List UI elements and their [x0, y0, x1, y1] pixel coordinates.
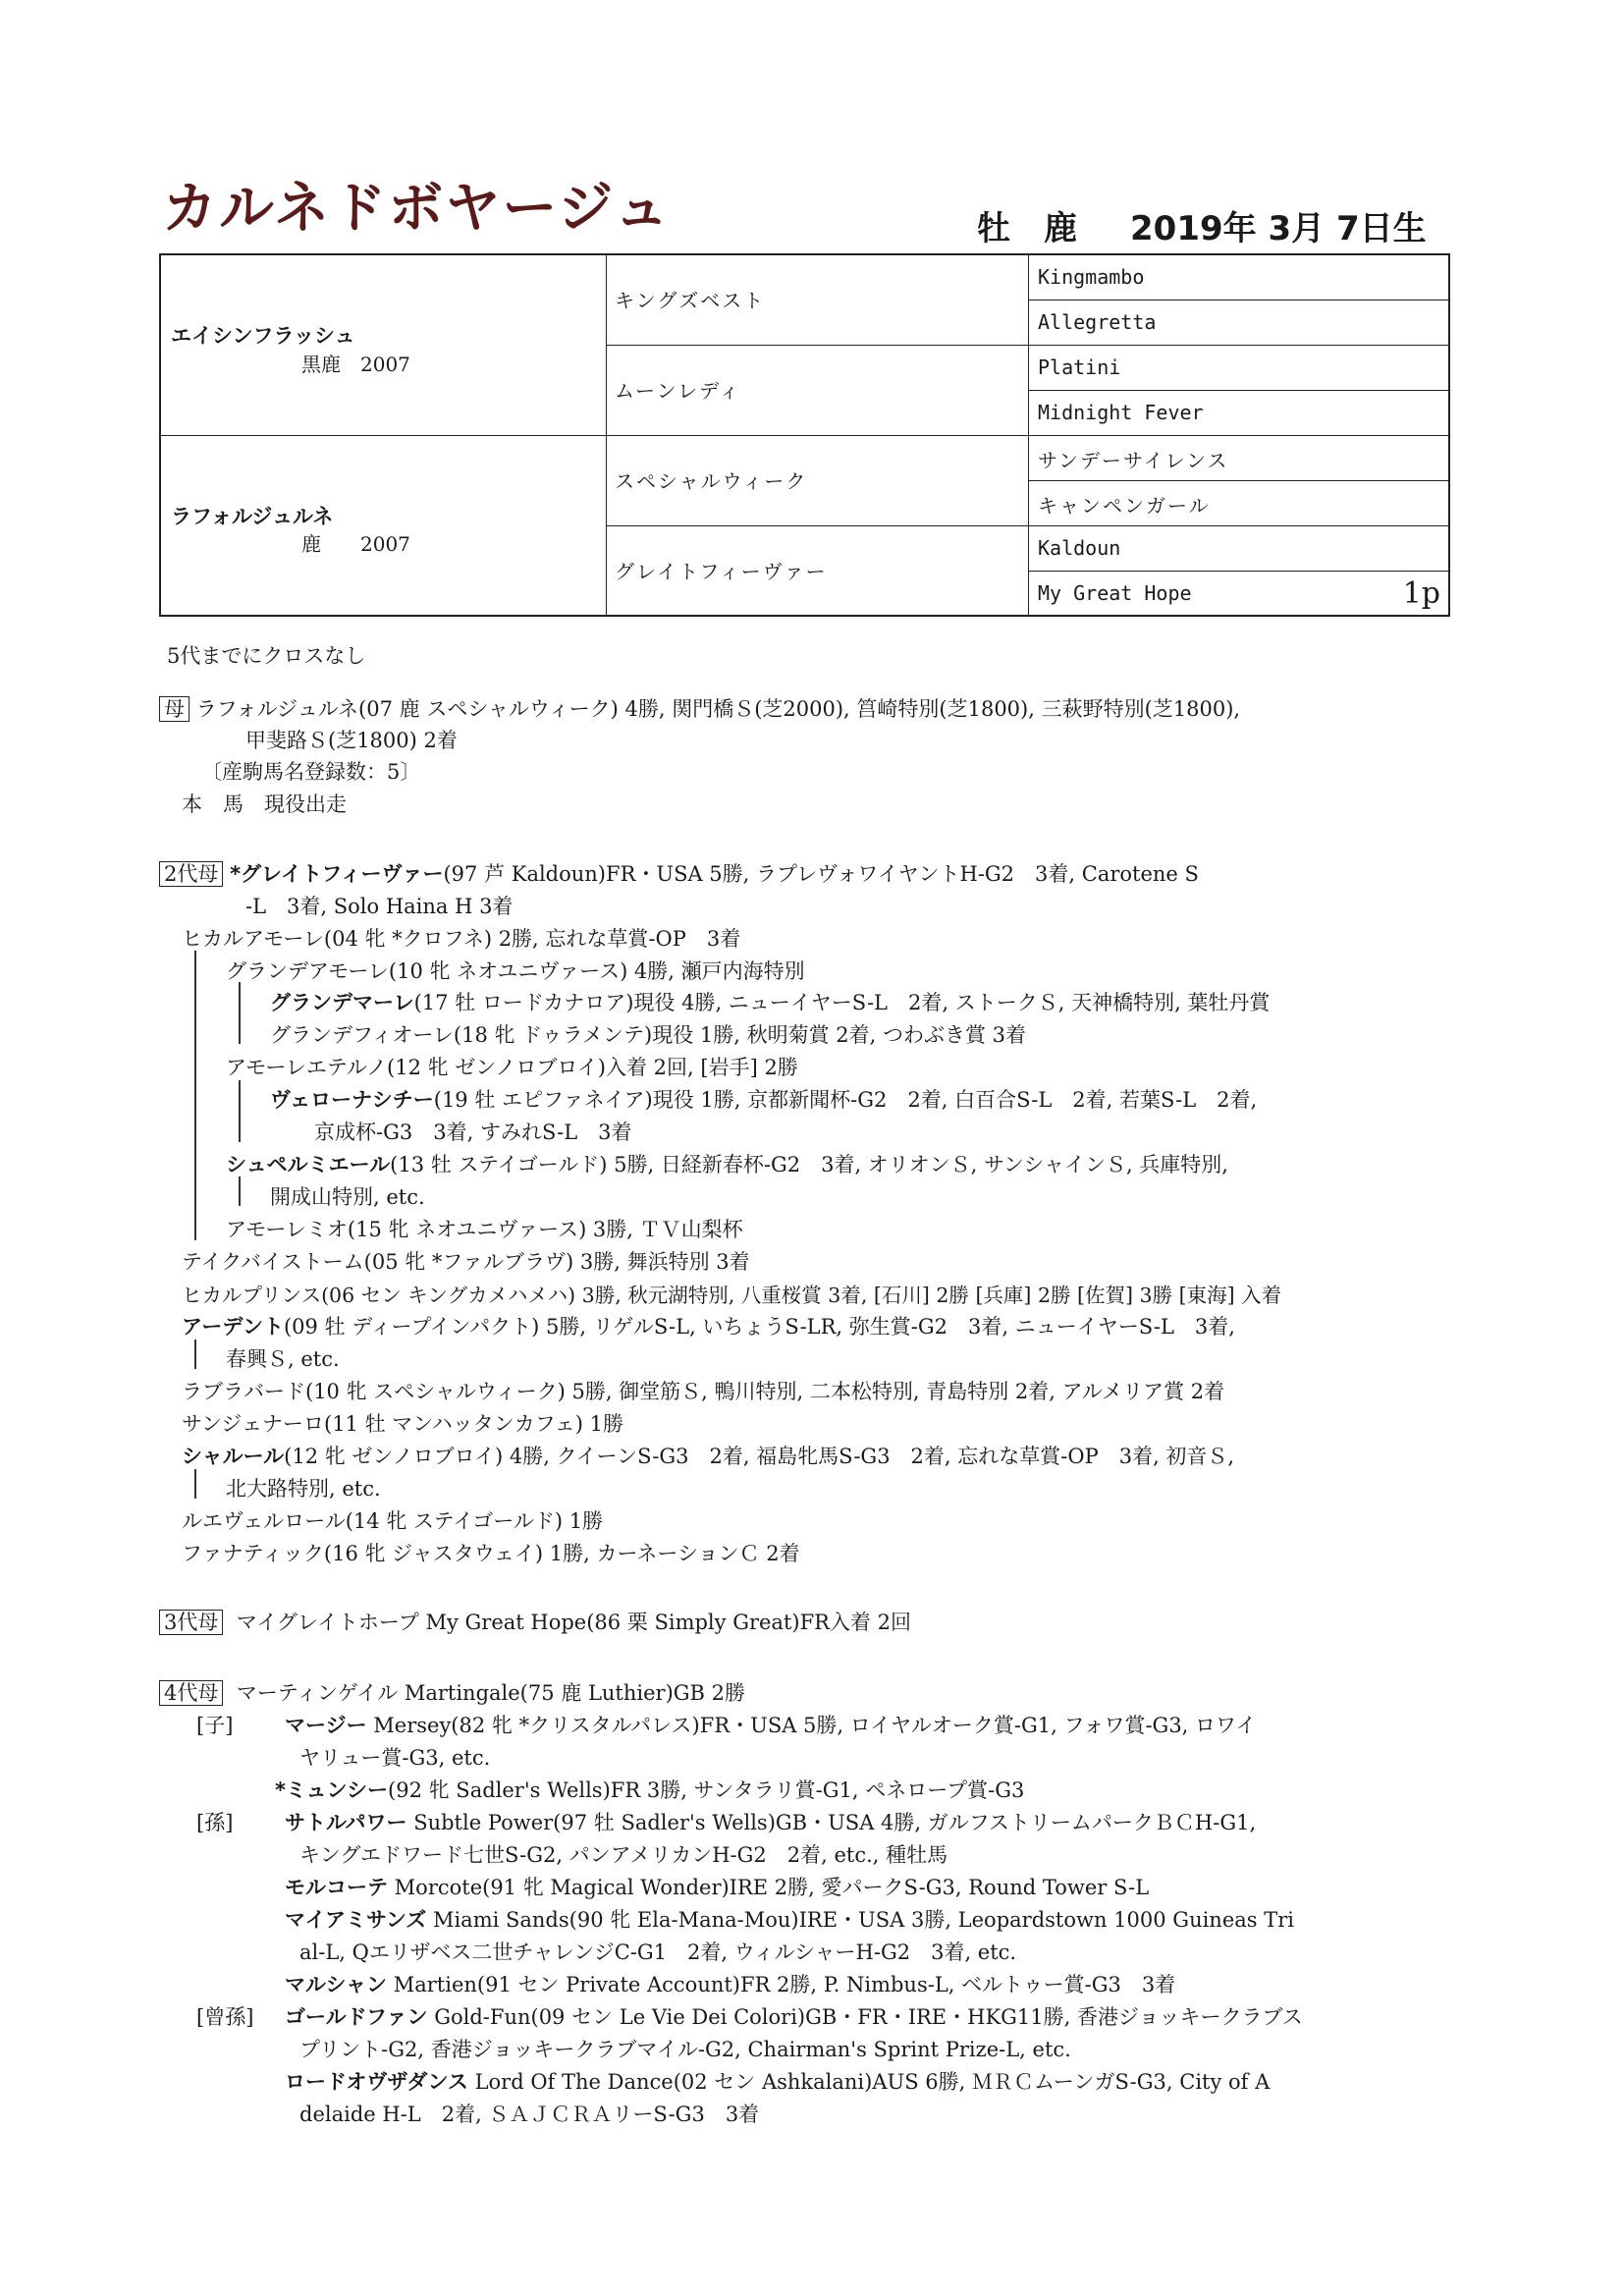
fourth-dam-line: *ミュンシー(92 牝 Sadler's Wells)FR 3勝, サンタラリ賞-G1, ペネロープ賞-G3: [275, 1778, 1025, 1802]
fourth-dam-line: al-L, Qエリザベス二世チャレンジC-G1 2着, ウィルシャーH-G2 3着, etc.: [299, 1941, 1017, 1964]
second-dam-line: テイクバイストーム(05 牝 *ファルブラヴ) 3勝, 舞浜特別 3着: [182, 1250, 750, 1274]
family-tree-bar: [239, 1176, 241, 1206]
gen3-item: My Great Hope: [1038, 581, 1192, 605]
fourth-dam-line: モルコーテ Morcote(91 牝 Magical Wonder)IRE 2勝, 愛パークS-G3, Round Tower S-L: [285, 1876, 1150, 1899]
second-dam-line: シャルール(12 牝 ゼンノロブロイ) 4勝, クイーンS-G3 2着, 福島牝馬S-G3 2着, 忘れな草賞-OP 3着, 初音Ｓ,: [182, 1445, 1235, 1468]
dam-section-line: [159, 693, 1240, 723]
second-dam-line: ルエヴェルロール(14 牝 ステイゴールド) 1勝: [182, 1509, 604, 1533]
family-tree-bar: [194, 1469, 196, 1499]
gen3-item: Platini: [1038, 355, 1121, 379]
second-dam-line: ヒカルプリンス(06 セン キングカメハメハ) 3勝, 秋元湖特別, 八重桜賞 3着, [石川] 2勝 [兵庫] 2勝 [佐賀] 3勝 [東海] 入着: [182, 1284, 1282, 1307]
second-dam-line: 開成山特別, etc.: [270, 1185, 425, 1209]
second-dam-line: シュペルミエール(13 牡 ステイゴールド) 5勝, 日経新春杯-G2 3着, オリオンＳ, サンシャインＳ, 兵庫特別,: [226, 1153, 1228, 1176]
dam-label: 母: [159, 696, 189, 722]
fourth-dam-line: ゴールドファン Gold-Fun(09 セン Le Vie Dei Colori)GB・FR・IRE・HKG11勝, 香港ジョッキークラブス: [285, 2005, 1303, 2029]
second-dam-label: 2代母: [159, 861, 223, 887]
gen3-item: Midnight Fever: [1038, 401, 1204, 424]
fourth-dam-line: マルシャン Martien(91 セン Private Account)FR 2勝, P. Nimbus-L, ベルトゥー賞-G3 3着: [285, 1973, 1176, 1996]
second-dam-line: 北大路特別, etc.: [226, 1477, 381, 1501]
second-dam-line: 2代母 *グレイトフィーヴァー(97 芦 Kaldoun)FR・USA 5勝, ラプレヴォワイヤントH-G2 3着, Carotene S: [159, 858, 1199, 888]
gen3-item: Kaldoun: [1038, 536, 1121, 560]
family-tree-bar: [194, 951, 196, 1240]
fourth-dam-line: サトルパワー Subtle Power(97 牡 Sadler's Wells)GB・USA 4勝, ガルフストリームパークＢＣH-G1,: [285, 1811, 1257, 1834]
horse-sex-color-birth: [977, 201, 1460, 249]
fourth-dam-line: delaide H-L 2着, ＳＡＪＣＲＡリーS-G3 3着: [299, 2103, 760, 2126]
second-dam-line: アモーレミオ(15 牝 ネオユニヴァース) 3勝, ＴＶ山梨杯: [226, 1218, 743, 1241]
second-dam-line: アモーレエテルノ(12 牝 ゼンノロブロイ)入着 2回, [岩手] 2勝: [226, 1056, 798, 1079]
fourth-dam-line: キングエドワード七世S-G2, パンアメリカンH-G2 2着, etc., 種牡馬: [299, 1843, 948, 1867]
pedigree-table: [159, 253, 1450, 617]
gen2-item: ムーンレディ: [615, 379, 741, 403]
horse-birth: 2019年 3月 7日生: [1130, 209, 1427, 248]
horse-color: 鹿: [1044, 209, 1077, 248]
dam-name: ラフォルジュルネ: [171, 505, 334, 528]
fourth-dam-line: [孫]: [196, 1811, 234, 1834]
gen3-item: キャンペンガール: [1038, 494, 1211, 518]
fourth-dam-line: マージー Mersey(82 牝 *クリスタルパレス)FR・USA 5勝, ロイヤルオーク賞-G1, フォワ賞-G3, ロワイ: [285, 1714, 1257, 1737]
dam-info: 鹿 2007: [301, 532, 410, 556]
fourth-dam-line: [子]: [196, 1714, 234, 1737]
third-dam-label: 3代母: [159, 1610, 223, 1635]
horse-sex: 牡: [977, 209, 1010, 248]
dam-text: ラフォルジュルネ(07 鹿 スペシャルウィーク) 4勝, 関門橋Ｓ(芝2000), 筥崎特別(芝1800), 三萩野特別(芝1800),: [195, 697, 1241, 721]
gen2-item: キングズベスト: [615, 289, 766, 312]
gen3-item: Kingmambo: [1038, 265, 1145, 289]
fourth-dam-line: プリント-G2, 香港ジョッキークラブマイル-G2, Chairman's Sprint Prize-L, etc.: [299, 2038, 1071, 2061]
third-dam-line: 3代母 マイグレイトホープ My Great Hope(86 栗 Simply Great)FR入着 2回: [159, 1607, 911, 1636]
second-dam-line: グランデアモーレ(10 牝 ネオユニヴァース) 4勝, 瀬戸内海特別: [226, 959, 805, 983]
dam-text: 本 馬 現役出走: [182, 793, 347, 816]
cross-note: 5代までにクロスなし: [167, 644, 366, 668]
dam-text: 甲斐路Ｓ(芝1800) 2着: [245, 729, 458, 752]
second-dam-line: サンジェナーロ(11 牡 マンハッタンカフェ) 1勝: [182, 1412, 623, 1436]
second-dam-line: アーデント(09 牡 ディープインパクト) 5勝, リゲルS-L, いちょうS-LR, 弥生賞-G2 3着, ニューイヤーS-L 3着,: [182, 1315, 1235, 1339]
dam-text: 〔産駒馬名登録数：5〕: [201, 760, 421, 784]
second-dam-line: ファナティック(16 牝 ジャスタウェイ) 1勝, カーネーションＣ 2着: [182, 1542, 800, 1565]
family-tree-bar: [239, 1080, 241, 1142]
fourth-dam-line: [曾孫]: [196, 2005, 254, 2029]
fourth-dam-line: ロードオヴザダンス Lord Of The Dance(02 セン Ashkalani)AUS 6勝, ＭＲＣムーンガS-G3, City of A: [285, 2070, 1271, 2094]
second-dam-line: ラブラバード(10 牝 スペシャルウィーク) 5勝, 御堂筋Ｓ, 鴨川特別, 二本松特別, 青島特別 2着, アルメリア賞 2着: [182, 1380, 1225, 1403]
page-number: 1p: [1402, 576, 1440, 611]
second-dam-line: グランデマーレ(17 牡 ロードカナロア)現役 4勝, ニューイヤーS-L 2着, ストークＳ, 天神橋特別, 葉牡丹賞: [270, 991, 1271, 1014]
second-dam-line: ヒカルアモーレ(04 牝 *クロフネ) 2勝, 忘れな草賞-OP 3着: [182, 927, 741, 951]
gen2-item: グレイトフィーヴァー: [615, 560, 828, 583]
gen2-item: スペシャルウィーク: [615, 469, 808, 493]
fourth-dam-label: 4代母: [159, 1680, 223, 1706]
fourth-dam-line: 4代母 マーティンゲイル Martingale(75 鹿 Luthier)GB 2勝: [159, 1677, 745, 1707]
sire-name: エイシンフラッシュ: [171, 324, 355, 348]
second-dam-line: 京成杯-G3 3着, すみれS-L 3着: [314, 1121, 632, 1144]
second-dam-line: -L 3着, Solo Haina H 3着: [245, 895, 514, 918]
sire-info: 黒鹿 2007: [301, 353, 410, 376]
family-tree-bar: [194, 1339, 196, 1369]
second-dam-line: ヴェローナシチー(19 牡 エピファネイア)現役 1勝, 京都新聞杯-G2 2着, 白百合S-L 2着, 若葉S-L 2着,: [270, 1088, 1258, 1112]
gen3-item: Allegretta: [1038, 310, 1157, 334]
family-tree-bar: [239, 982, 241, 1044]
fourth-dam-line: ヤリュー賞-G3, etc.: [299, 1746, 491, 1770]
second-dam-line: 春興Ｓ, etc.: [226, 1347, 340, 1371]
gen3-item: サンデーサイレンス: [1038, 449, 1229, 472]
horse-name: カルネドボヤージュ: [162, 177, 672, 241]
second-dam-line: グランデフィオーレ(18 牝 ドゥラメンテ)現役 1勝, 秋明菊賞 2着, つわぶき賞 3着: [270, 1023, 1027, 1047]
fourth-dam-line: マイアミサンズ Miami Sands(90 牝 Ela-Mana-Mou)IRE・USA 3勝, Leopardstown 1000 Guineas Tri: [285, 1908, 1294, 1932]
